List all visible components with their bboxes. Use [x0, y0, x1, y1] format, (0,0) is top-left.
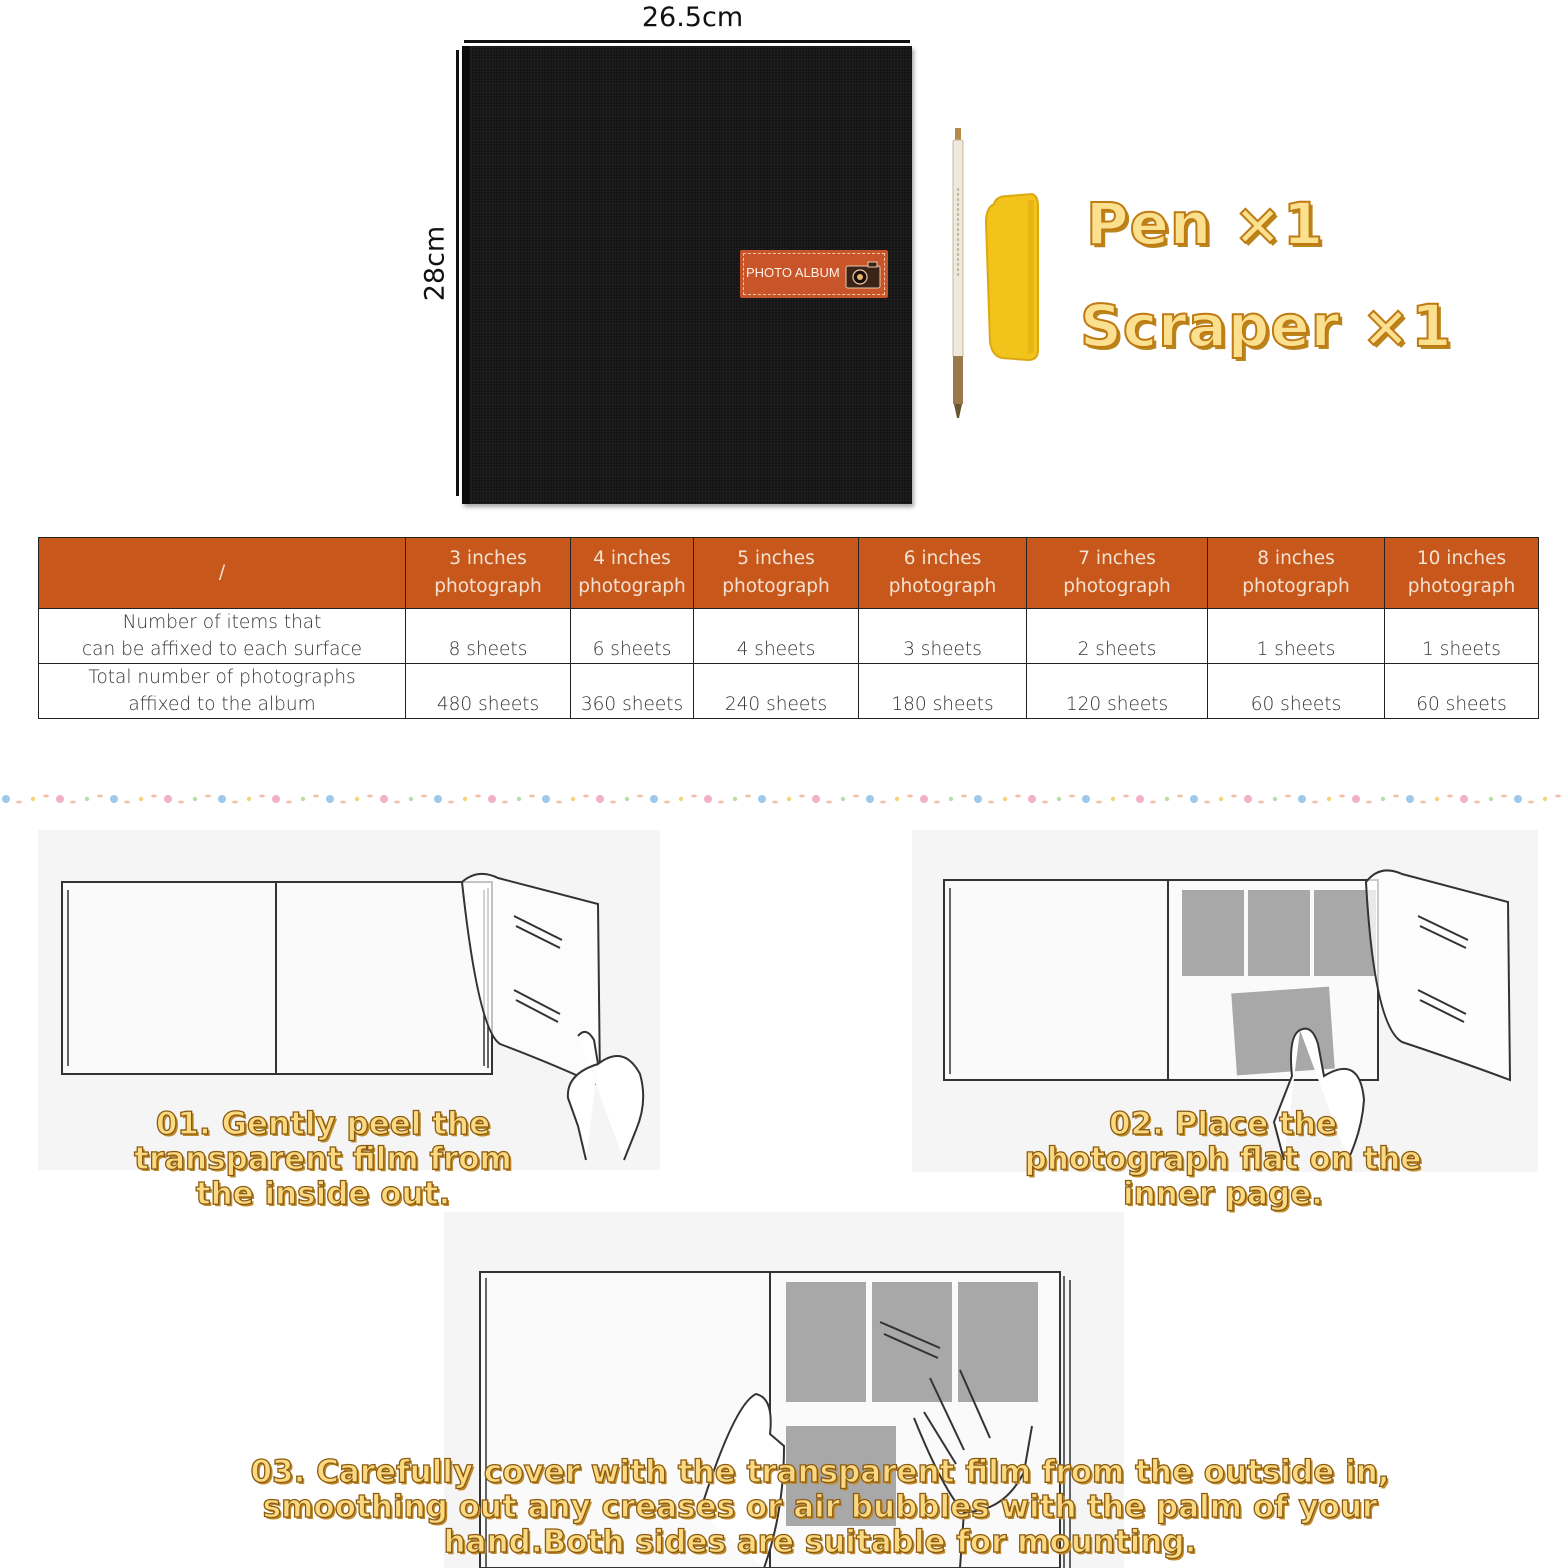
divider-leaf [853, 795, 859, 798]
divider-leaf [1447, 795, 1453, 798]
divider-dot [272, 795, 280, 803]
divider-leaf [178, 801, 184, 804]
divider-leaf [664, 801, 670, 804]
divider-dot [488, 795, 496, 803]
column-header: 4 inches photograph [571, 538, 694, 609]
divider-dot [974, 795, 982, 803]
divider-dot [787, 797, 791, 801]
table-header-row [39, 538, 1539, 609]
divider-leaf [421, 795, 427, 798]
divider-dot [758, 795, 766, 803]
divider-dot [326, 795, 334, 803]
divider-leaf [529, 795, 535, 798]
divider-leaf [610, 801, 616, 804]
divider-leaf [961, 795, 967, 798]
step-1-caption: 01. Gently peel the transparent film from the inside out. [134, 1106, 512, 1212]
row-header: Number of items that can be affixed to each surface [39, 609, 406, 664]
divider-leaf [1339, 795, 1345, 798]
divider-dot [1273, 797, 1277, 801]
table-cell: 2 sheets [1027, 609, 1208, 664]
divider-leaf [718, 801, 724, 804]
divider-leaf [1015, 795, 1021, 798]
divider-leaf [205, 795, 211, 798]
divider-dot [1381, 797, 1385, 801]
divider-leaf [1420, 801, 1426, 804]
divider-leaf [1258, 801, 1264, 804]
divider-leaf [43, 795, 49, 798]
scraper-image [984, 192, 1040, 362]
table-cell: 4 sheets [694, 609, 859, 664]
album-tag-label: PHOTO ALBUM [746, 265, 840, 280]
divider-leaf [1123, 795, 1129, 798]
divider-leaf [1231, 795, 1237, 798]
divider-dot [1057, 797, 1061, 801]
divider-dot [1514, 795, 1522, 803]
divider-dot [31, 797, 35, 801]
divider-leaf [502, 801, 508, 804]
divider-dot [1219, 797, 1223, 801]
divider-dot [812, 795, 820, 803]
divider-leaf [1096, 801, 1102, 804]
divider-dot [895, 797, 899, 801]
divider-leaf [475, 795, 481, 798]
divider-dot [1327, 797, 1331, 801]
table-cell: 1 sheets [1385, 609, 1539, 664]
table-cell: 6 sheets [571, 609, 694, 664]
scraper-quantity-label: Scraper ×1 [1080, 292, 1453, 360]
table-row [39, 664, 1539, 719]
divider-dot [841, 797, 845, 801]
divider-dot [1489, 797, 1493, 801]
divider-leaf [151, 795, 157, 798]
divider-dot [650, 795, 658, 803]
table-cell: 8 sheets [406, 609, 571, 664]
divider-leaf [1474, 801, 1480, 804]
divider-dot [434, 795, 442, 803]
divider-dot [920, 795, 928, 803]
column-header: 3 inches photograph [406, 538, 571, 609]
divider-dot [380, 795, 388, 803]
divider-leaf [556, 801, 562, 804]
table-cell: 180 sheets [859, 664, 1027, 719]
divider-leaf [1042, 801, 1048, 804]
divider-leaf [1069, 795, 1075, 798]
divider-dot [301, 797, 305, 801]
step-3-caption: 03. Carefully cover with the transparent film from the outside in, smoothing out any creases or air bubbles with the palm of your hand.Both sides are suitable for mounting. [250, 1454, 1390, 1560]
divider-leaf [637, 795, 643, 798]
album-spine [462, 46, 470, 504]
divider-leaf [1285, 795, 1291, 798]
divider-dot [2, 795, 10, 803]
table-cell: 3 sheets [859, 609, 1027, 664]
table-cell: 60 sheets [1208, 664, 1385, 719]
divider-dot [1543, 797, 1547, 801]
divider-dot [704, 795, 712, 803]
camera-icon [844, 260, 882, 290]
divider-dot [218, 795, 226, 803]
divider-dot [463, 797, 467, 801]
divider-leaf [691, 795, 697, 798]
step-2-caption: 02. Place the photograph flat on the inner page. [1024, 1106, 1422, 1212]
divider-leaf [259, 795, 265, 798]
divider-dot [1190, 795, 1198, 803]
divider-dot [85, 797, 89, 801]
capacity-table [38, 537, 1539, 719]
divider-leaf [1555, 795, 1561, 798]
divider-leaf [394, 801, 400, 804]
divider-leaf [1312, 801, 1318, 804]
divider-dot [625, 797, 629, 801]
divider-dot [1082, 795, 1090, 803]
divider-dot [247, 797, 251, 801]
divider-dot [1028, 795, 1036, 803]
divider-leaf [232, 801, 238, 804]
divider-dot [56, 795, 64, 803]
divider-dot [1435, 797, 1439, 801]
divider-dot [409, 797, 413, 801]
height-dimension-label: 28cm [419, 225, 451, 302]
divider-leaf [1366, 801, 1372, 804]
divider-dot [139, 797, 143, 801]
divider-dot [1003, 797, 1007, 801]
table-cell: 360 sheets [571, 664, 694, 719]
divider-leaf [313, 795, 319, 798]
divider-dot [193, 797, 197, 801]
divider-dot [1406, 795, 1414, 803]
column-header: 8 inches photograph [1208, 538, 1385, 609]
height-dimension-line [456, 50, 459, 496]
divider-leaf [367, 795, 373, 798]
divider-dot [571, 797, 575, 801]
divider-leaf [988, 801, 994, 804]
table-cell: 120 sheets [1027, 664, 1208, 719]
divider-dot [1165, 797, 1169, 801]
divider-dot [1298, 795, 1306, 803]
divider-dot [1244, 795, 1252, 803]
table-corner-cell: / [39, 538, 406, 609]
divider-leaf [1528, 801, 1534, 804]
divider-dot [679, 797, 683, 801]
divider-dot [733, 797, 737, 801]
divider-leaf [799, 795, 805, 798]
divider-dot [164, 795, 172, 803]
divider-dot [1111, 797, 1115, 801]
divider-leaf [70, 801, 76, 804]
width-dimension-label: 26.5cm [641, 2, 744, 33]
divider-dot [949, 797, 953, 801]
column-header: 6 inches photograph [859, 538, 1027, 609]
divider-leaf [583, 795, 589, 798]
divider-leaf [340, 801, 346, 804]
table-cell: 480 sheets [406, 664, 571, 719]
divider-leaf [880, 801, 886, 804]
divider-leaf [1204, 801, 1210, 804]
divider-dot [110, 795, 118, 803]
table-cell: 1 sheets [1208, 609, 1385, 664]
decorative-flower-divider [0, 788, 1568, 810]
divider-dot [355, 797, 359, 801]
row-header: Total number of photographs affixed to the album [39, 664, 406, 719]
divider-dot [542, 795, 550, 803]
table-cell: 60 sheets [1385, 664, 1539, 719]
divider-leaf [16, 801, 22, 804]
pen-image [950, 128, 966, 418]
divider-dot [1352, 795, 1360, 803]
divider-leaf [1177, 795, 1183, 798]
divider-leaf [772, 801, 778, 804]
table-cell: 240 sheets [694, 664, 859, 719]
divider-leaf [97, 795, 103, 798]
album-tag [740, 250, 888, 298]
divider-dot [596, 795, 604, 803]
divider-leaf [448, 801, 454, 804]
column-header: 7 inches photograph [1027, 538, 1208, 609]
divider-leaf [1501, 795, 1507, 798]
divider-dot [866, 795, 874, 803]
divider-dot [1136, 795, 1144, 803]
divider-dot [517, 797, 521, 801]
divider-leaf [907, 795, 913, 798]
divider-leaf [1150, 801, 1156, 804]
divider-dot [1460, 795, 1468, 803]
table-row [39, 609, 1539, 664]
divider-leaf [124, 801, 130, 804]
divider-leaf [286, 801, 292, 804]
divider-leaf [745, 795, 751, 798]
column-header: 5 inches photograph [694, 538, 859, 609]
divider-leaf [1393, 795, 1399, 798]
width-dimension-line [464, 40, 910, 43]
pen-quantity-label: Pen ×1 [1086, 190, 1325, 258]
divider-leaf [934, 801, 940, 804]
divider-leaf [826, 801, 832, 804]
column-header: 10 inches photograph [1385, 538, 1539, 609]
